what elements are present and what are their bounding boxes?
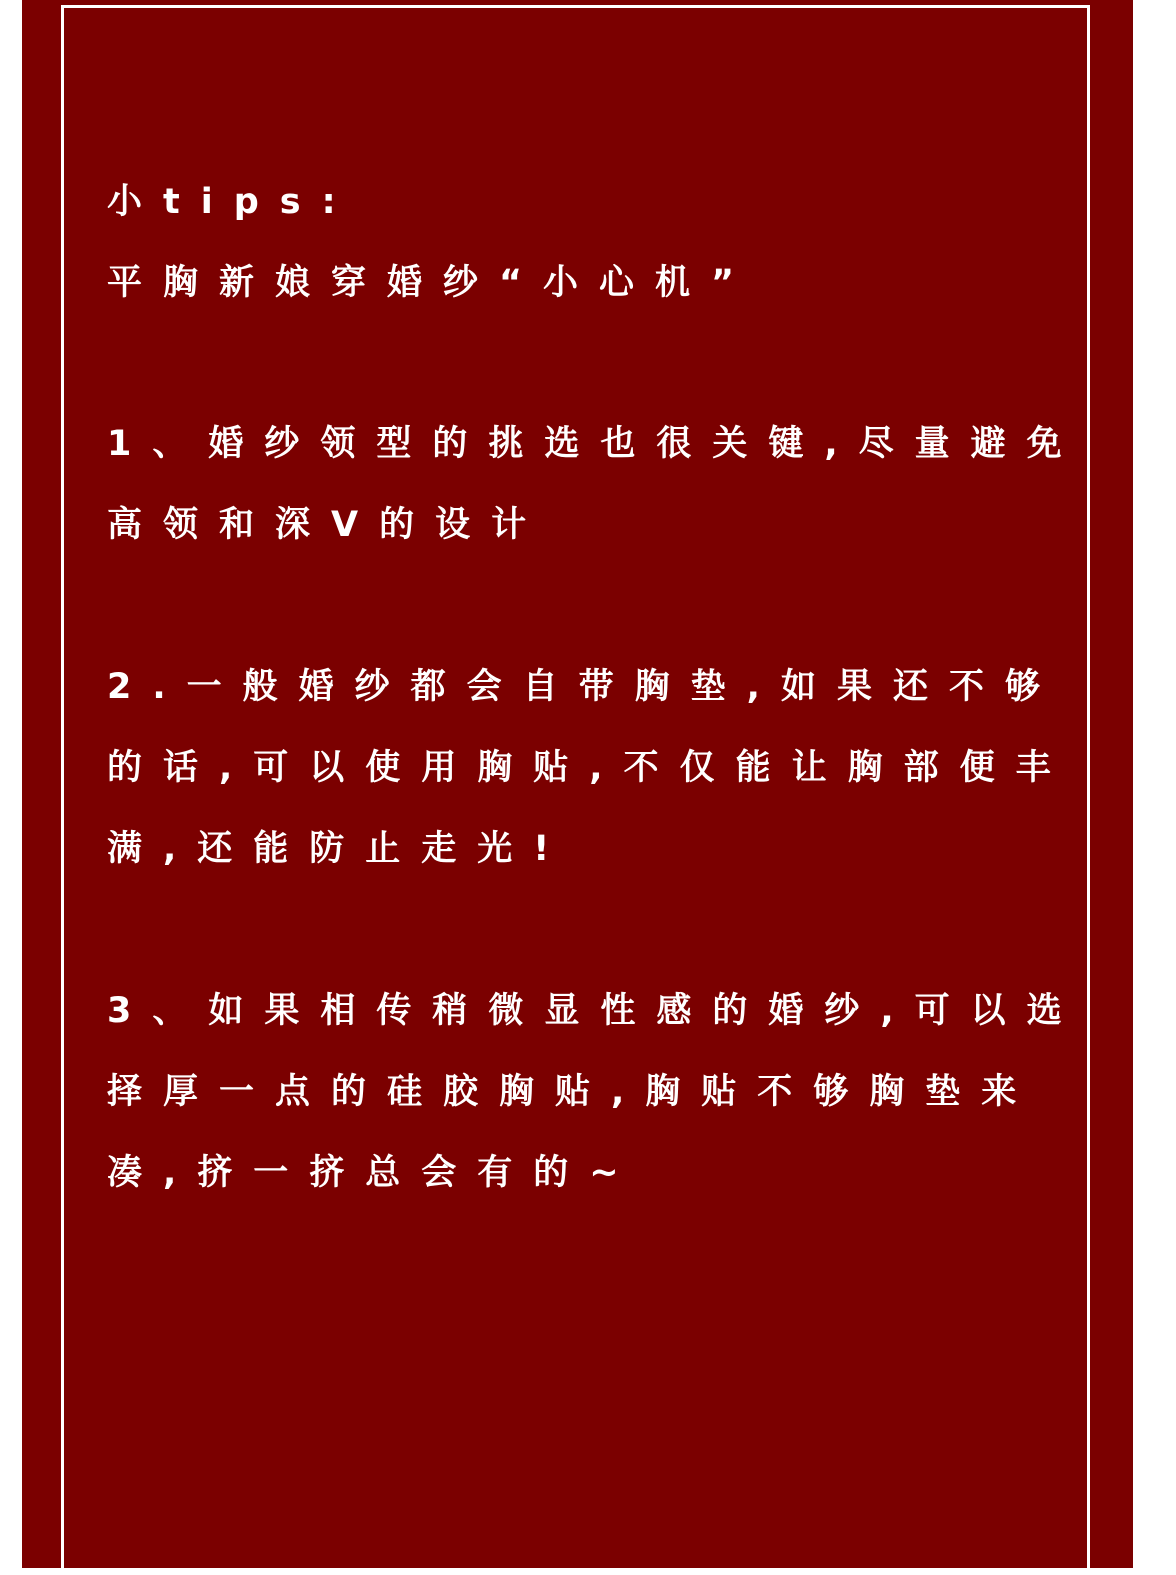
tip-2 bbox=[107, 647, 1072, 890]
tip-2-line-1: 2.一般婚纱都会自带胸垫,如果还不够 bbox=[107, 667, 1061, 707]
tip-3-line-1: 3、如果相传稍微显性感的婚纱,可以选 bbox=[107, 991, 1083, 1031]
tip-3-line-2: 择厚一点的硅胶胸贴,胸贴不够胸垫来 bbox=[107, 1072, 1038, 1112]
tip-2-line-3: 满,还能防止走光! bbox=[107, 829, 571, 869]
tip-3 bbox=[107, 971, 1083, 1214]
page-title: 平胸新娘穿婚纱“小心机” bbox=[107, 263, 756, 303]
tips-label: 小tips: bbox=[107, 182, 357, 222]
tip-1-line-2: 高领和深V的设计 bbox=[107, 505, 548, 545]
tip-1 bbox=[107, 404, 1083, 566]
header-block bbox=[107, 162, 1067, 324]
tip-1-line-1: 1、婚纱领型的挑选也很关键,尽量避免 bbox=[107, 424, 1083, 464]
tip-3-line-3: 凑,挤一挤总会有的~ bbox=[107, 1153, 640, 1193]
tip-2-line-2: 的话,可以使用胸贴,不仅能让胸部便丰 bbox=[107, 748, 1072, 788]
